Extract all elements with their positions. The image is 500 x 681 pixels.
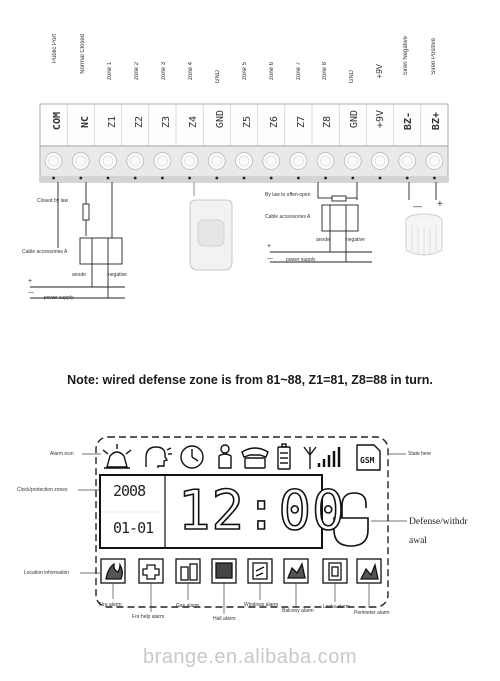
defense-line-2: awal xyxy=(409,536,427,546)
locks-alarm-label: Locks alarm xyxy=(323,604,350,610)
terminal-screw xyxy=(208,153,225,170)
code-bz-plus: BZ+ xyxy=(431,112,442,131)
battery-icon xyxy=(278,444,290,469)
code-z1: Z1 xyxy=(107,116,118,129)
right-plus-label: + xyxy=(267,243,272,250)
terminal-screw xyxy=(100,153,117,170)
year-display: 2008 xyxy=(113,482,146,500)
terminal-screw xyxy=(263,153,280,170)
left-anode-label: anode xyxy=(72,272,86,278)
code-z5: Z5 xyxy=(242,116,253,129)
label-public-port: Public Port xyxy=(52,34,58,64)
label-zone-7: zone 7 xyxy=(296,62,302,81)
label-gnd-2: GND xyxy=(349,70,355,84)
defense-line-1: Defense/withdr xyxy=(409,517,468,527)
code-gnd-2: GND xyxy=(349,110,360,129)
label-zone-4: zone 4 xyxy=(188,62,194,81)
label-zone-3: zone 3 xyxy=(161,62,167,81)
time-display: 12:00 xyxy=(178,479,346,542)
terminal-screw xyxy=(399,153,416,170)
top-icon-row xyxy=(103,444,380,470)
label-siren-negative: Siren Negative xyxy=(403,36,409,76)
right-anode-label: anode xyxy=(316,237,330,243)
terminal-pin xyxy=(243,177,246,180)
terminal-screw xyxy=(154,153,171,170)
terminal-pin xyxy=(351,177,354,180)
open-by-law-label: By law to offen-open xyxy=(265,192,311,198)
left-cable-accessories-label: Cable accessories A xyxy=(22,249,68,255)
siren-person-icon xyxy=(219,445,231,468)
clock-icon xyxy=(181,446,203,468)
terminal-pin xyxy=(134,177,137,180)
label-plus-9v: +9V xyxy=(375,64,384,79)
left-power-supply-label: power supply xyxy=(44,295,74,301)
terminal-pin xyxy=(433,177,436,180)
label-zone-1: zone 1 xyxy=(107,62,113,81)
terminal-pin xyxy=(406,177,409,180)
balcony-alarm-label: Balcony alarm xyxy=(282,608,314,614)
label-zone-5: zone 5 xyxy=(242,62,248,81)
terminal-pin xyxy=(79,177,82,180)
alarm-icon-label: Alarm icon xyxy=(50,451,74,457)
terminal-screw xyxy=(181,153,198,170)
gsm-text: GSM xyxy=(360,456,375,465)
clock-zones-label: Clock/protection zones xyxy=(17,487,68,493)
terminal-screw xyxy=(45,153,62,170)
left-plus-label: + xyxy=(28,278,33,285)
terminal-pin xyxy=(107,177,110,180)
gas-alarm-label: Gas alarm xyxy=(176,603,200,609)
right-cable-accessories-label: Cable accessories A xyxy=(265,214,311,220)
terminal-pin xyxy=(161,177,164,180)
label-zone-6: zone 6 xyxy=(269,62,275,81)
detector-device xyxy=(190,182,232,270)
terminal-pin xyxy=(297,177,300,180)
terminal-block xyxy=(0,0,500,330)
terminal-pin xyxy=(270,177,273,180)
label-normal-closed: Normal Closed xyxy=(80,34,86,74)
siren-plus-label: + xyxy=(437,199,443,210)
help-alarm-label: For help alarm xyxy=(132,614,165,620)
code-gnd-1: GND xyxy=(215,110,226,129)
siren-minus-label: — xyxy=(413,201,422,211)
closed-by-law-label: Closed by law xyxy=(37,198,69,204)
perimeter-alarm-label: Perimeter alarm xyxy=(354,610,390,616)
terminal-screw xyxy=(372,153,389,170)
telephone-icon xyxy=(242,448,268,468)
signal-strength-icon xyxy=(304,447,339,469)
label-gnd-1: GND xyxy=(215,70,221,84)
left-minus-label: — xyxy=(28,290,34,296)
code-bz-minus: BZ- xyxy=(403,112,414,131)
note-text: Note: wired defense zone is from 81~88, Z1=81, Z8=88 in turn. xyxy=(67,373,433,387)
terminal-pin xyxy=(52,177,55,180)
terminal-screw xyxy=(72,153,89,170)
label-zone-2: zone 2 xyxy=(134,62,140,81)
right-negative-label: negative xyxy=(346,237,365,243)
label-zone-8: zone 8 xyxy=(322,62,328,81)
terminal-screw xyxy=(317,153,334,170)
right-minus-label: — xyxy=(267,256,273,262)
terminal-pin xyxy=(324,177,327,180)
code-z7: Z7 xyxy=(296,116,307,129)
code-z6: Z6 xyxy=(269,116,280,129)
windows-alarm-label: Windows alarm xyxy=(244,602,279,608)
balcony-alarm-icon xyxy=(284,559,308,583)
watermark-text: brange.en.alibaba.com xyxy=(143,646,357,668)
fire-alarm-label: Fire alarm xyxy=(99,602,122,608)
hall-alarm-label: Hall alarm xyxy=(213,616,236,622)
code-plus-9v: +9V xyxy=(375,110,386,129)
terminal-screw xyxy=(127,153,144,170)
code-com: COM xyxy=(52,112,63,131)
voice-head-icon xyxy=(146,447,172,468)
location-info-label: Location information xyxy=(24,570,70,576)
terminal-pin xyxy=(379,177,382,180)
code-z4: Z4 xyxy=(188,116,199,129)
terminal-screw xyxy=(344,153,361,170)
code-z3: Z3 xyxy=(161,116,172,129)
terminal-pin xyxy=(188,177,191,180)
left-negative-label: negative xyxy=(108,272,127,278)
code-z2: Z2 xyxy=(134,116,145,129)
terminal-pin xyxy=(215,177,218,180)
terminal-screw xyxy=(290,153,307,170)
defense-withdrawal-label xyxy=(409,513,468,551)
terminal-screw xyxy=(426,153,443,170)
label-siren-positive: Siren Positive xyxy=(431,38,437,75)
terminal-screw xyxy=(236,153,253,170)
state-here-label: State here xyxy=(408,451,432,457)
right-power-supply-label: power supply xyxy=(286,257,316,263)
alarm-bell-icon xyxy=(103,444,131,468)
bottom-icon-row xyxy=(101,559,381,583)
code-z8: Z8 xyxy=(322,116,333,129)
date-display: 01-01 xyxy=(113,519,154,537)
code-nc: NC xyxy=(80,116,91,129)
siren-device xyxy=(406,182,442,255)
